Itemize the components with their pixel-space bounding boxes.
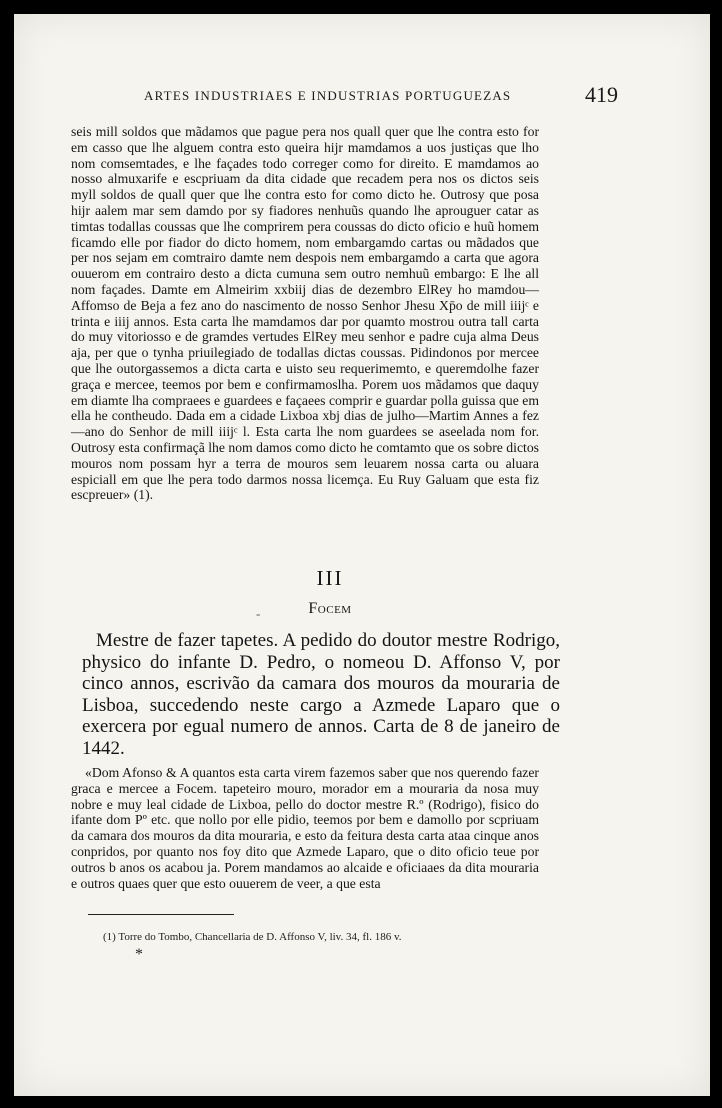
running-header [72, 82, 632, 112]
charter-text-focem: «Dom Afonso & A quantos esta carta virem fazemos saber que nos querendo fazer graca e mercee a Focem. tapeteiro mouro, morador em a mouraria da nosa muy nobre e muy leal cidade de Lixboa, pello do doctor mestre R.º (Rodrigo), fisico do ifante dom Pº etc. que nollo por elle pidio, teemos por bem e damollo por scpriuam da camara dos mouros da dita mouraria, e esto da feitura desta carta ataa cinque anos conpridos, por quanto nos foy dito que Azmede Laparo, que o dito oficio teue por outros b anos os acabou ja. Porem mandamos ao alcaide e oficiaaes da dita mouraria e outros quaes quer que esto ouuerem de veer, a que esta [71, 765, 539, 891]
footnote: (1) Torre do Tombo, Chancellaria de D. Affonso V, liv. 34, fl. 186 v. [103, 931, 402, 943]
asterisk-mark: * [135, 946, 143, 963]
running-title: ARTES INDUSTRIAES E INDUSTRIAS PORTUGUEZAS [144, 88, 512, 103]
page-number: 419 [585, 82, 618, 107]
section-summary: Mestre de fazer tapetes. A pedido do doutor mestre Rodrigo, physico do infante D. Pedro, o nomeou D. Affonso V, por cinco annos, escrivão da camara dos mouros da mouraria de Lisboa, succedendo neste cargo a Azmede Laparo que o exercera por egual numero de annos. Carta de 8 de janeiro de 1442. [82, 630, 560, 759]
charter-text-continued: seis mill soldos que mãdamos que pague pera nos quall quer que lhe contra esto for em casso que lhe alguem contra esto queira hijr mamdamos a uos justiças que lho nom comsemtades, e lhe façades todo correger como for direito. E mamdamos ao nosso almuxarife e escpriuam da dita cidade que recadem pera nos os dictos seis myll soldos de quall quer que lhe contra esto for como dicto he. Outrosy que posa hijr aalem mar sem damdo por sy fiadores nenhuũs quando lhe aprouguer catar as timtas todallas coussas que lhe comprirem pera coussas do dicto oficio e huũ homem ficamdo elle por fiador do dicto homem, nom embargamdo cartas ou mãdados que per nos sejam em comtrairo damte nem despois nem embargamdo a carta que agora ouuerom em contrairo desto a dicta cumuna sem outro nemhuũ embargo: E lhe all nom façades. Damte em Almeirim xxbiij dias de dezembro ElRey ho mamdou—Affomso de Beja a fez ano do nascimento de nosso Senhor Jhesu Xp̄o de mill iiijᶜ e trinta e iiij annos. Esta carta lhe mamdamos dar por quamto mostrou outra tall carta do muy vitoriosso e de gramdes vertudes ElRey meu senhor e padre cuja alma Deus aja, per que o tynha priuilegiado de todallas dictas coussas. Pidindonos por mercee que lhe outorgassemos a dicta carta e uisto seu requerimemto, e queremdolhe fazer graça e mercee, teemos por bem e confirmamoslha. Porem uos mãdamos que daquy em diamte lha compraees e guardees e façaees comprir e guardar polla guissa que em ella he contheudo. Dada em a cidade Lixboa xbj dias de julho—Martim Annes a fez—ano do Senhor de mill iiijᶜ l. Esta carta lhe nom guardees se aseelada nom for. Outrosy esta confirmaçã lhe nom damos como dicto he comtamto que os sobre dictos mouros nom possam hyr a terra de mouros sem leuarem nossa carta ou aluara espiciall em que lhe pera todo darmos nossa licemça. Eu Ruy Galuam que esta fiz escpreuer» (1). [71, 124, 539, 503]
section-title: Focem [308, 600, 352, 617]
footnote-divider [88, 914, 234, 915]
section-dash-mark: - [256, 606, 261, 621]
section-number: III [316, 566, 344, 590]
